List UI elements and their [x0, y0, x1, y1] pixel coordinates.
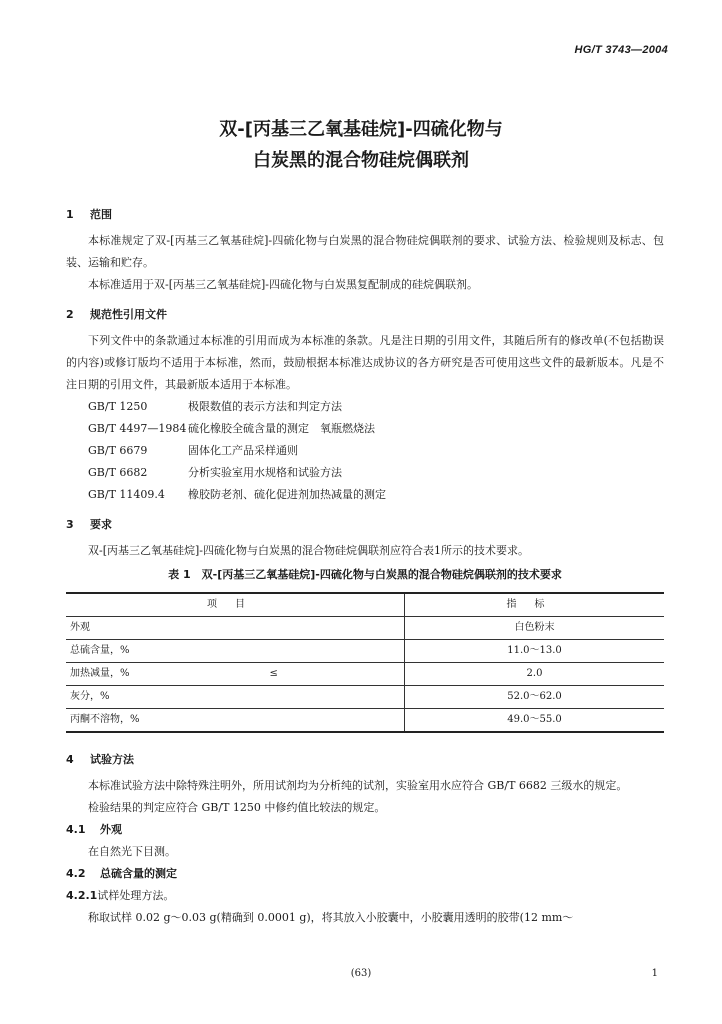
section-4-paragraph-1: 本标准试验方法中除特殊注明外，所用试剂均为分析纯的试剂，实验室用水应符合 GB/T 6682 三级水的规定。	[88, 779, 628, 792]
table-cell-item: 加热减量，% ≤	[66, 663, 405, 686]
footer-page-marker: (63)	[350, 968, 372, 979]
section-3-number: 3	[66, 518, 74, 531]
reference-item	[66, 462, 664, 484]
section-4-2-1-heading	[66, 885, 664, 907]
reference-title: 硫化橡胶全硫含量的测定 氧瓶燃烧法	[188, 422, 375, 435]
reference-item	[66, 396, 664, 418]
section-2-paragraph-1: 下列文件中的条款通过本标准的引用而成为本标准的条款。凡是注日期的引用文件，其随后所有的修改单(不包括勘误的内容)或修订版均不适用于本标准，然而，鼓励根据本标准达成协议的各方研究是否可使用这些文件的最新版本。凡是不注日期的引用文件，其最新版本适用于本标准。	[66, 334, 664, 391]
section-4-2-number: 4.2	[66, 867, 86, 880]
title-line-2: 白炭黑的混合物硅烷偶联剂	[253, 150, 469, 171]
section-2-heading	[66, 304, 664, 326]
reference-title: 固体化工产品采样通则	[188, 444, 298, 457]
table-cell-value: 白色粉末	[405, 617, 665, 640]
section-4-1-heading	[66, 819, 664, 841]
reference-title: 橡胶防老剂、硫化促进剂加热减量的测定	[188, 488, 386, 501]
title-line-1: 双-[丙基三乙氧基硅烷]-四硫化物与	[219, 119, 503, 140]
reference-item	[66, 418, 664, 440]
section-1-title: 范围	[90, 208, 112, 221]
section-1-paragraph-1: 本标准规定了双-[丙基三乙氧基硅烷]-四硫化物与白炭黑的混合物硅烷偶联剂的要求、试验方法、检验规则及标志、包装、运输和贮存。	[66, 234, 664, 269]
section-4-2-1-title: 试样处理方法。	[97, 889, 175, 902]
requirements-table	[66, 592, 664, 733]
section-2-title: 规范性引用文件	[90, 308, 167, 321]
section-4-1-title: 外观	[100, 823, 122, 836]
document-code: HG/T 3743—2004	[574, 44, 668, 56]
section-4-2-1-paragraph: 称取试样 0.02 g～0.03 g(精确到 0.0001 g)，将其放入小胶囊中，小胶囊用透明的胶带(12 mm～	[88, 911, 574, 924]
section-4-2-heading	[66, 863, 664, 885]
reference-title: 分析实验室用水规格和试验方法	[188, 466, 342, 479]
reference-code: GB/T 6682	[88, 466, 148, 479]
section-1-number: 1	[66, 208, 74, 221]
section-2-number: 2	[66, 308, 74, 321]
table-row	[66, 663, 664, 686]
table-cell-item: 总硫含量，%	[66, 640, 405, 663]
reference-code: GB/T 4497—1984	[88, 422, 187, 435]
section-4-heading	[66, 749, 664, 771]
table-header-item: 项目	[66, 593, 405, 617]
section-1-paragraph-2: 本标准适用于双-[丙基三乙氧基硅烷]-四硫化物与白炭黑复配制成的硅烷偶联剂。	[88, 278, 479, 291]
table-header-row	[66, 593, 664, 617]
document-title	[0, 114, 722, 176]
table-header-value: 指标	[405, 593, 665, 617]
section-4-paragraph-2: 检验结果的判定应符合 GB/T 1250 中修约值比较法的规定。	[88, 801, 386, 814]
reference-item	[66, 440, 664, 462]
table-cell-value: 11.0～13.0	[405, 640, 665, 663]
reference-code: GB/T 1250	[88, 400, 148, 413]
section-3-paragraph-1: 双-[丙基三乙氧基硅烷]-四硫化物与白炭黑的混合物硅烷偶联剂应符合表1所示的技术要求。	[88, 544, 530, 557]
section-4-title: 试验方法	[90, 753, 134, 766]
section-3-title: 要求	[90, 518, 112, 531]
table-1-caption: 表 1 双-[丙基三乙氧基硅烷]-四硫化物与白炭黑的混合物硅烷偶联剂的技术要求	[168, 568, 562, 581]
table-cell-item: 灰分，%	[66, 686, 405, 709]
page-number: 1	[651, 968, 658, 979]
section-1-heading	[66, 204, 664, 226]
section-4-2-title: 总硫含量的测定	[100, 867, 177, 880]
section-4-1-paragraph: 在自然光下目测。	[88, 845, 176, 858]
document-body	[66, 204, 664, 929]
table-row	[66, 686, 664, 709]
reference-code: GB/T 6679	[88, 444, 148, 457]
section-4-1-number: 4.1	[66, 823, 86, 836]
table-cell-value: 52.0～62.0	[405, 686, 665, 709]
table-row	[66, 709, 664, 733]
section-3-heading	[66, 514, 664, 536]
reference-code: GB/T 11409.4	[88, 488, 165, 501]
table-row	[66, 617, 664, 640]
table-cell-value: 49.0～55.0	[405, 709, 665, 733]
reference-title: 极限数值的表示方法和判定方法	[188, 400, 342, 413]
table-cell-item: 丙酮不溶物，%	[66, 709, 405, 733]
section-4-2-1-number: 4.2.1	[66, 889, 98, 902]
table-cell-item: 外观	[66, 617, 405, 640]
table-row	[66, 640, 664, 663]
table-cell-value: 2.0	[405, 663, 665, 686]
reference-item	[66, 484, 664, 506]
section-4-number: 4	[66, 753, 74, 766]
